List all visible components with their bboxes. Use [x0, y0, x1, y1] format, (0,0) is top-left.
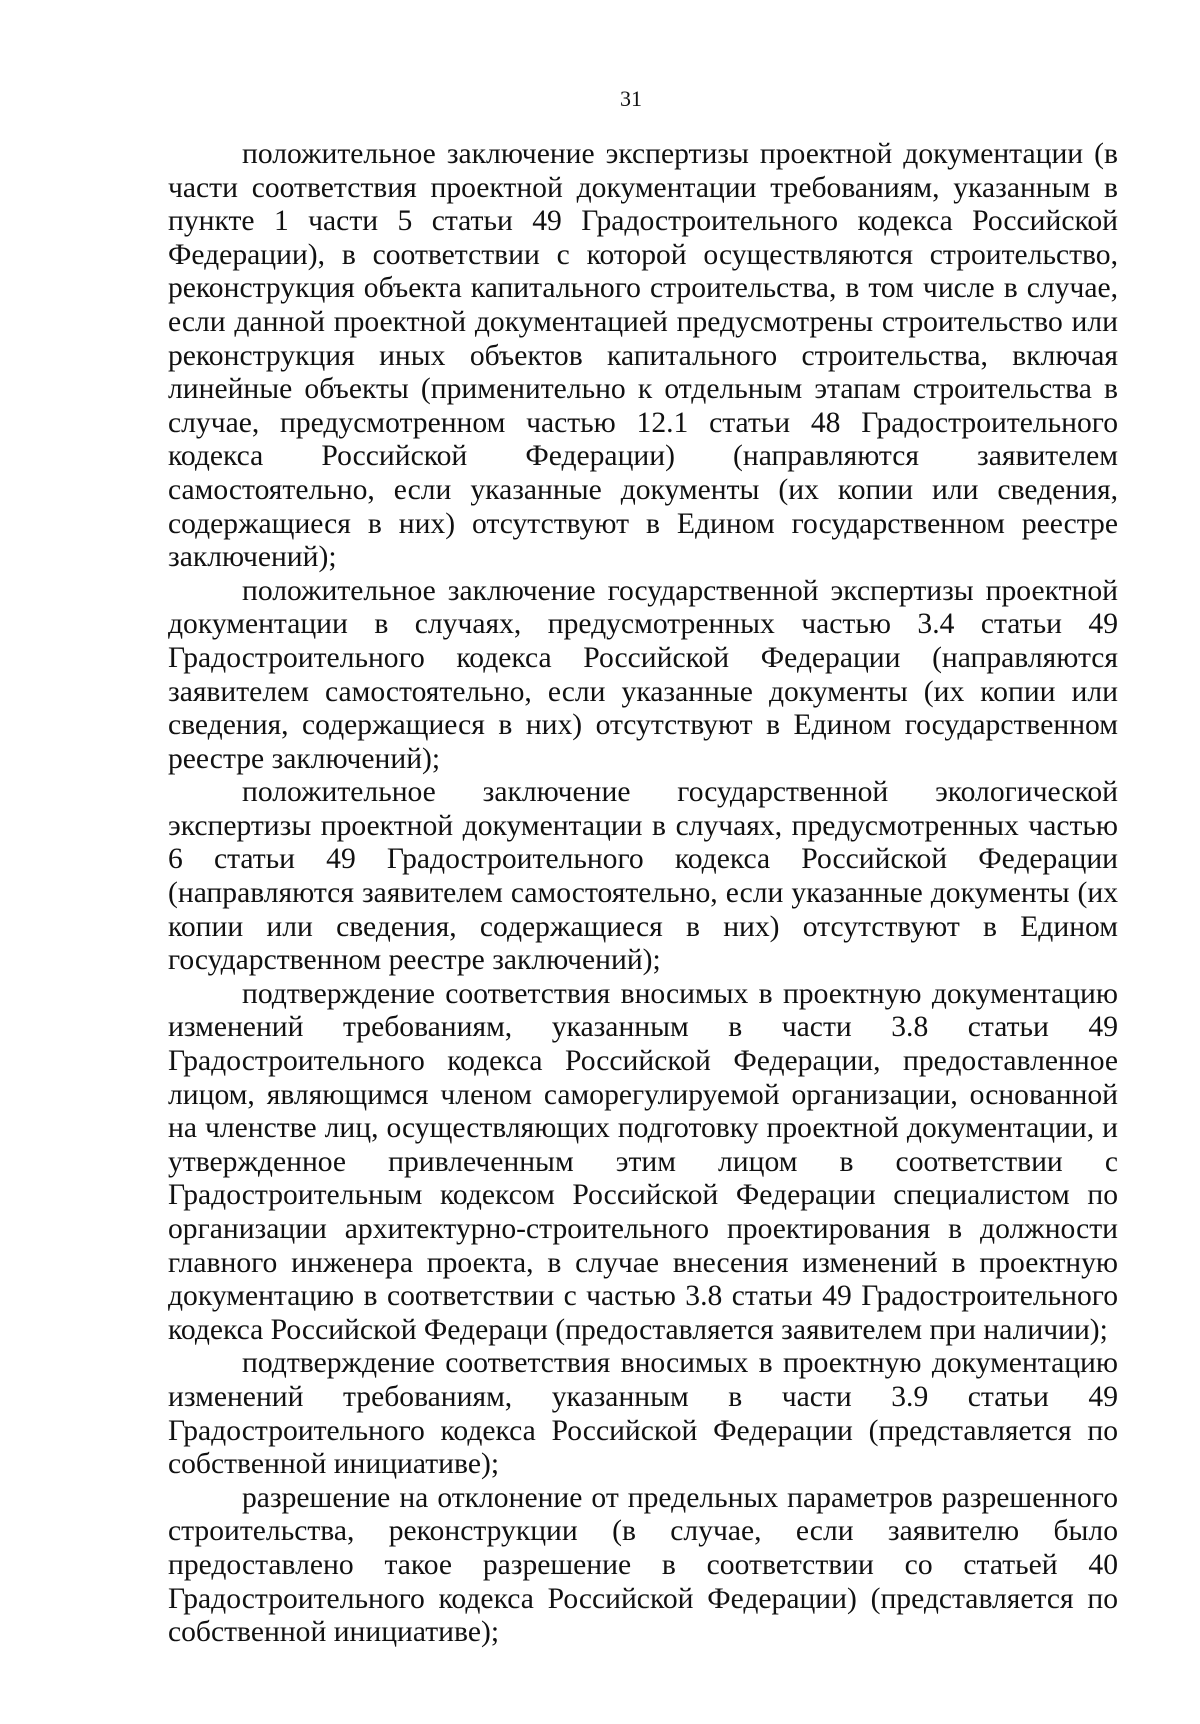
paragraph-deviation-permit: разрешение на отклонение от предельных параметров разрешенного строительства, реконструкции (в случае, если заявителю было предоставлено такое разрешение в соответствии со статьей 40 Градостроительного кодекса Российской Федерации) (представляется по собственной инициативе);	[168, 1481, 1118, 1649]
paragraph-changes-confirmation-3-8: подтверждение соответствия вносимых в проектную документацию изменений требованиям, указанным в части 3.8 статьи 49 Градостроительного кодекса Российской Федерации, предоставленное лицом, являющимся членом саморегулируемой организации, основанной на членстве лиц, осуществляющих подготовку проектной документации, и утвержденное привлеченным этим лицом в соответствии с Градостроительным кодексом Российской Федерации специалистом по организации архитектурно-строительного проектирования в должности главного инженера проекта, в случае внесения изменений в проектную документацию в соответствии с частью 3.8 статьи 49 Градостроительного кодекса Российской Федераци (предоставляется заявителем при наличии);	[168, 977, 1118, 1346]
paragraph-ecological-expertise: положительное заключение государственной экологической экспертизы проектной документации в случаях, предусмотренных частью 6 статьи 49 Градостроительного кодекса Российской Федерации (направляются заявителем самостоятельно, если указанные документы (их копии или сведения, содержащиеся в них) отсутствуют в Едином государственном реестре заключений);	[168, 776, 1118, 977]
document-body	[168, 138, 1118, 1650]
paragraph-expertise-conclusion: положительное заключение экспертизы проектной документации (в части соответствия проектной документации требованиям, указанным в пункте 1 части 5 статьи 49 Градостроительного кодекса Российской Федерации), в соответствии с которой осуществляются строительство, реконструкция объекта капитального строительства, в том числе в случае, если данной проектной документацией предусмотрены строительство или реконструкция иных объектов капитального строительства, включая линейные объекты (применительно к отдельным этапам строительства в случае, предусмотренном частью 12.1 статьи 48 Градостроительного кодекса Российской Федерации) (направляются заявителем самостоятельно, если указанные документы (их копии или сведения, содержащиеся в них) отсутствуют в Едином государственном реестре заключений);	[168, 138, 1118, 574]
paragraph-changes-confirmation-3-9: подтверждение соответствия вносимых в проектную документацию изменений требованиям, указанным в части 3.9 статьи 49 Градостроительного кодекса Российской Федерации (представляется по собственной инициативе);	[168, 1347, 1118, 1481]
page-number: 31	[620, 86, 642, 111]
paragraph-state-expertise: положительное заключение государственной экспертизы проектной документации в случаях, предусмотренных частью 3.4 статьи 49 Градостроительного кодекса Российской Федерации (направляются заявителем самостоятельно, если указанные документы (их копии или сведения, содержащиеся в них) отсутствуют в Едином государственном реестре заключений);	[168, 574, 1118, 775]
